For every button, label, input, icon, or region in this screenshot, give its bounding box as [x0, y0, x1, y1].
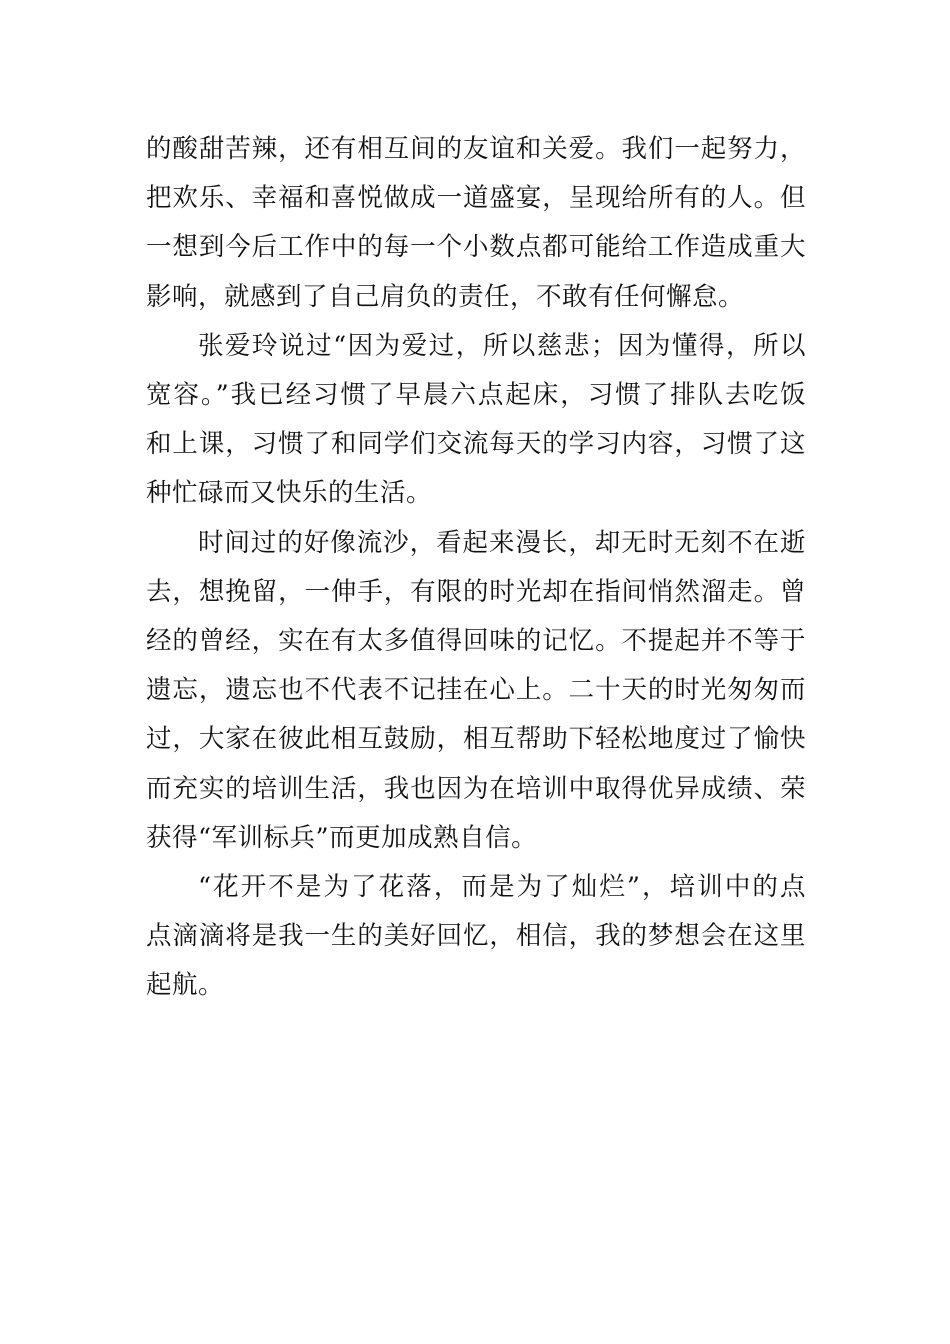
- paragraph-line: 一想到今后工作中的每一个小数点都可能给工作造成重大: [146, 232, 806, 263]
- paragraph-line: 宽容。”我已经习惯了早晨六点起床，习惯了排队去吃饭: [146, 380, 806, 411]
- paragraph-line: 影响，就感到了自己肩负的责任，不敢有任何懈怠。: [146, 281, 745, 312]
- paragraph-line: 而充实的培训生活，我也因为在培训中取得优异成绩、荣: [146, 773, 806, 804]
- paragraph-line: 经的曾经，实在有太多值得回味的记忆。不提起并不等于: [146, 626, 806, 657]
- paragraph-line: 种忙碌而又快乐的生活。: [146, 478, 433, 509]
- paragraph-line: 和上课，习惯了和同学们交流每天的学习内容，习惯了这: [146, 429, 806, 460]
- paragraph-line: 张爱玲说过“因为爱过，所以慈悲；因为懂得，所以: [198, 330, 806, 361]
- paragraph-line: 起航。: [146, 970, 225, 1001]
- paragraph-line: 点滴滴将是我一生的美好回忆，相信，我的梦想会在这里: [146, 921, 806, 952]
- paragraph-3: [146, 519, 806, 863]
- paragraph-line: 过，大家在彼此相互鼓励，相互帮助下轻松地度过了愉快: [146, 724, 806, 755]
- paragraph-line: 获得“军训标兵”而更加成熟自信。: [146, 822, 538, 853]
- paragraph-line: 把欢乐、幸福和喜悦做成一道盛宴，呈现给所有的人。但: [146, 183, 806, 214]
- paragraph-line: 时间过的好像流沙，看起来漫长，却无时无刻不在逝: [198, 527, 806, 558]
- paragraph-line: 遗忘，遗忘也不代表不记挂在心上。二十天的时光匆匆而: [146, 675, 806, 706]
- paragraph-2: [146, 322, 806, 519]
- paragraph-line: “花开不是为了花落，而是为了灿烂”，培训中的点: [198, 872, 806, 903]
- paragraph-line: 去，想挽留，一伸手，有限的时光却在指间悄然溜走。曾: [146, 576, 806, 607]
- paragraph-1: [146, 125, 806, 322]
- paragraph-line: 的酸甜苦辣，还有相互间的友谊和关爱。我们一起努力，: [146, 134, 806, 164]
- paragraph-4: [146, 863, 806, 1011]
- document-body: [146, 125, 806, 1011]
